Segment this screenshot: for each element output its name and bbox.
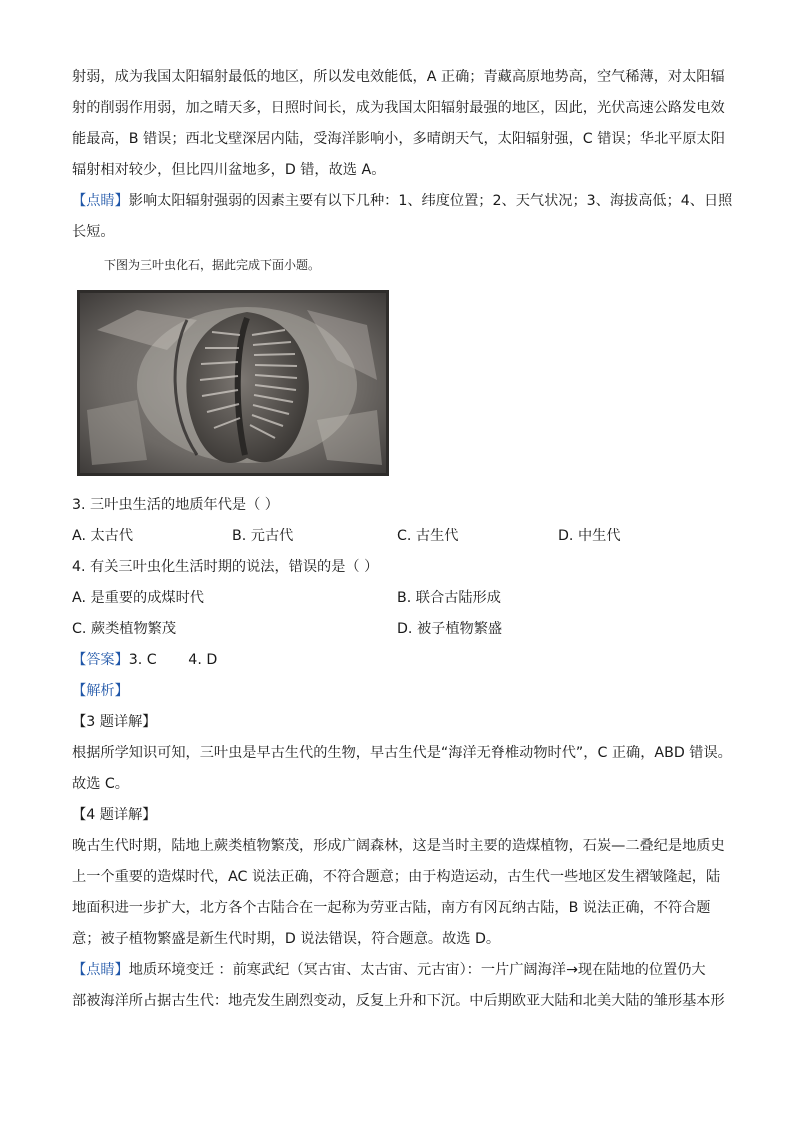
- comment-2-text: 地质环境变迁 ：前寒武纪（冥古宙、太古宙、元古宙）：一片广阔海洋→现在陆地的位置仍大: [128, 962, 706, 978]
- analysis-line-2: 射的削弱作用弱，加之晴天多，日照时间长，成为我国太阳辐射最强的地区，因此，光伏高速公路发电效: [72, 100, 725, 116]
- q3-option-c: C. 古生代: [397, 528, 459, 544]
- q4-detail-line-3: 地面积进一步扩大，北方各个古陆合在一起称为劳亚古陆，南方有冈瓦纳古陆，B 说法正确，不符合题: [72, 900, 711, 916]
- q4-detail-line-1: 晚古生代时期，陆地上蕨类植物繁茂，形成广阔森林，这是当时主要的造煤植物，石炭—二叠纪是地质史: [72, 838, 725, 854]
- trilobite-fossil-image: [77, 290, 389, 476]
- comment-text: 影响太阳辐射强弱的因素主要有以下几种：1、纬度位置；2、天气状况；3、海拔高低；4、日照: [128, 193, 733, 209]
- analysis-line-1: 射弱，成为我国太阳辐射最低的地区，所以发电效能低，A 正确；青藏高原地势高，空气稀薄，对太阳辐: [72, 69, 725, 85]
- question-3-stem: 3. 三叶虫生活的地质年代是（ ）: [72, 497, 279, 513]
- q4-option-a: A. 是重要的成煤时代: [72, 590, 204, 606]
- analysis-tag: 【解析】: [72, 683, 129, 699]
- comment-1-line-2: 长短。: [72, 224, 115, 240]
- q3-detail-line-1: 根据所学知识可知，三叶虫是早古生代的生物，早古生代是“海洋无脊椎动物时代”，C 正确，ABD 错误。: [72, 745, 732, 761]
- q4-detail-line-4: 意；被子植物繁盛是新生代时期，D 说法错误，符合题意。故选 D。: [72, 931, 501, 947]
- q4-detail-line-2: 上一个重要的造煤时代，AC 说法正确，不符合题意；由于构造运动，古生代一些地区发生褶皱隆起，陆: [72, 869, 721, 885]
- q3-option-d: D. 中生代: [558, 528, 621, 544]
- q3-option-b: B. 元古代: [232, 528, 294, 544]
- analysis-line-4: 辐射相对较少，但比四川盆地多，D 错，故选 A。: [72, 162, 386, 178]
- comment-2-tag: 【点睛】: [72, 962, 129, 978]
- q4-option-c: C. 蕨类植物繁茂: [72, 621, 177, 637]
- figure-intro: 下图为三叶虫化石，据此完成下面小题。: [104, 258, 321, 272]
- answer-line: [72, 650, 217, 670]
- answer-tag: 【答案】: [72, 652, 129, 668]
- q3-option-a: A. 太古代: [72, 528, 134, 544]
- comment-2-line-2: 部被海洋所占据古生代：地壳发生剧烈变动，反复上升和下沉。中后期欧亚大陆和北美大陆的雏形基本形: [72, 993, 725, 1009]
- analysis-line-3: 能最高，B 错误；西北戈壁深居内陆，受海洋影响小，多晴朗天气，太阳辐射强，C 错误；华北平原太阳: [72, 131, 725, 147]
- q3-detail-line-2: 故选 C。: [72, 776, 129, 792]
- q4-option-d: D. 被子植物繁盛: [397, 621, 503, 637]
- q4-option-b: B. 联合古陆形成: [397, 590, 501, 606]
- comment-2-line-1: [72, 960, 706, 980]
- answer-text: 3. C 4. D: [128, 652, 218, 668]
- q3-detail-tag: 【3 题详解】: [72, 714, 157, 730]
- question-4-stem: 4. 有关三叶虫化生活时期的说法，错误的是（ ）: [72, 559, 379, 575]
- comment-tag: 【点睛】: [72, 193, 129, 209]
- q4-detail-tag: 【4 题详解】: [72, 807, 157, 823]
- comment-1-line-1: [72, 191, 732, 211]
